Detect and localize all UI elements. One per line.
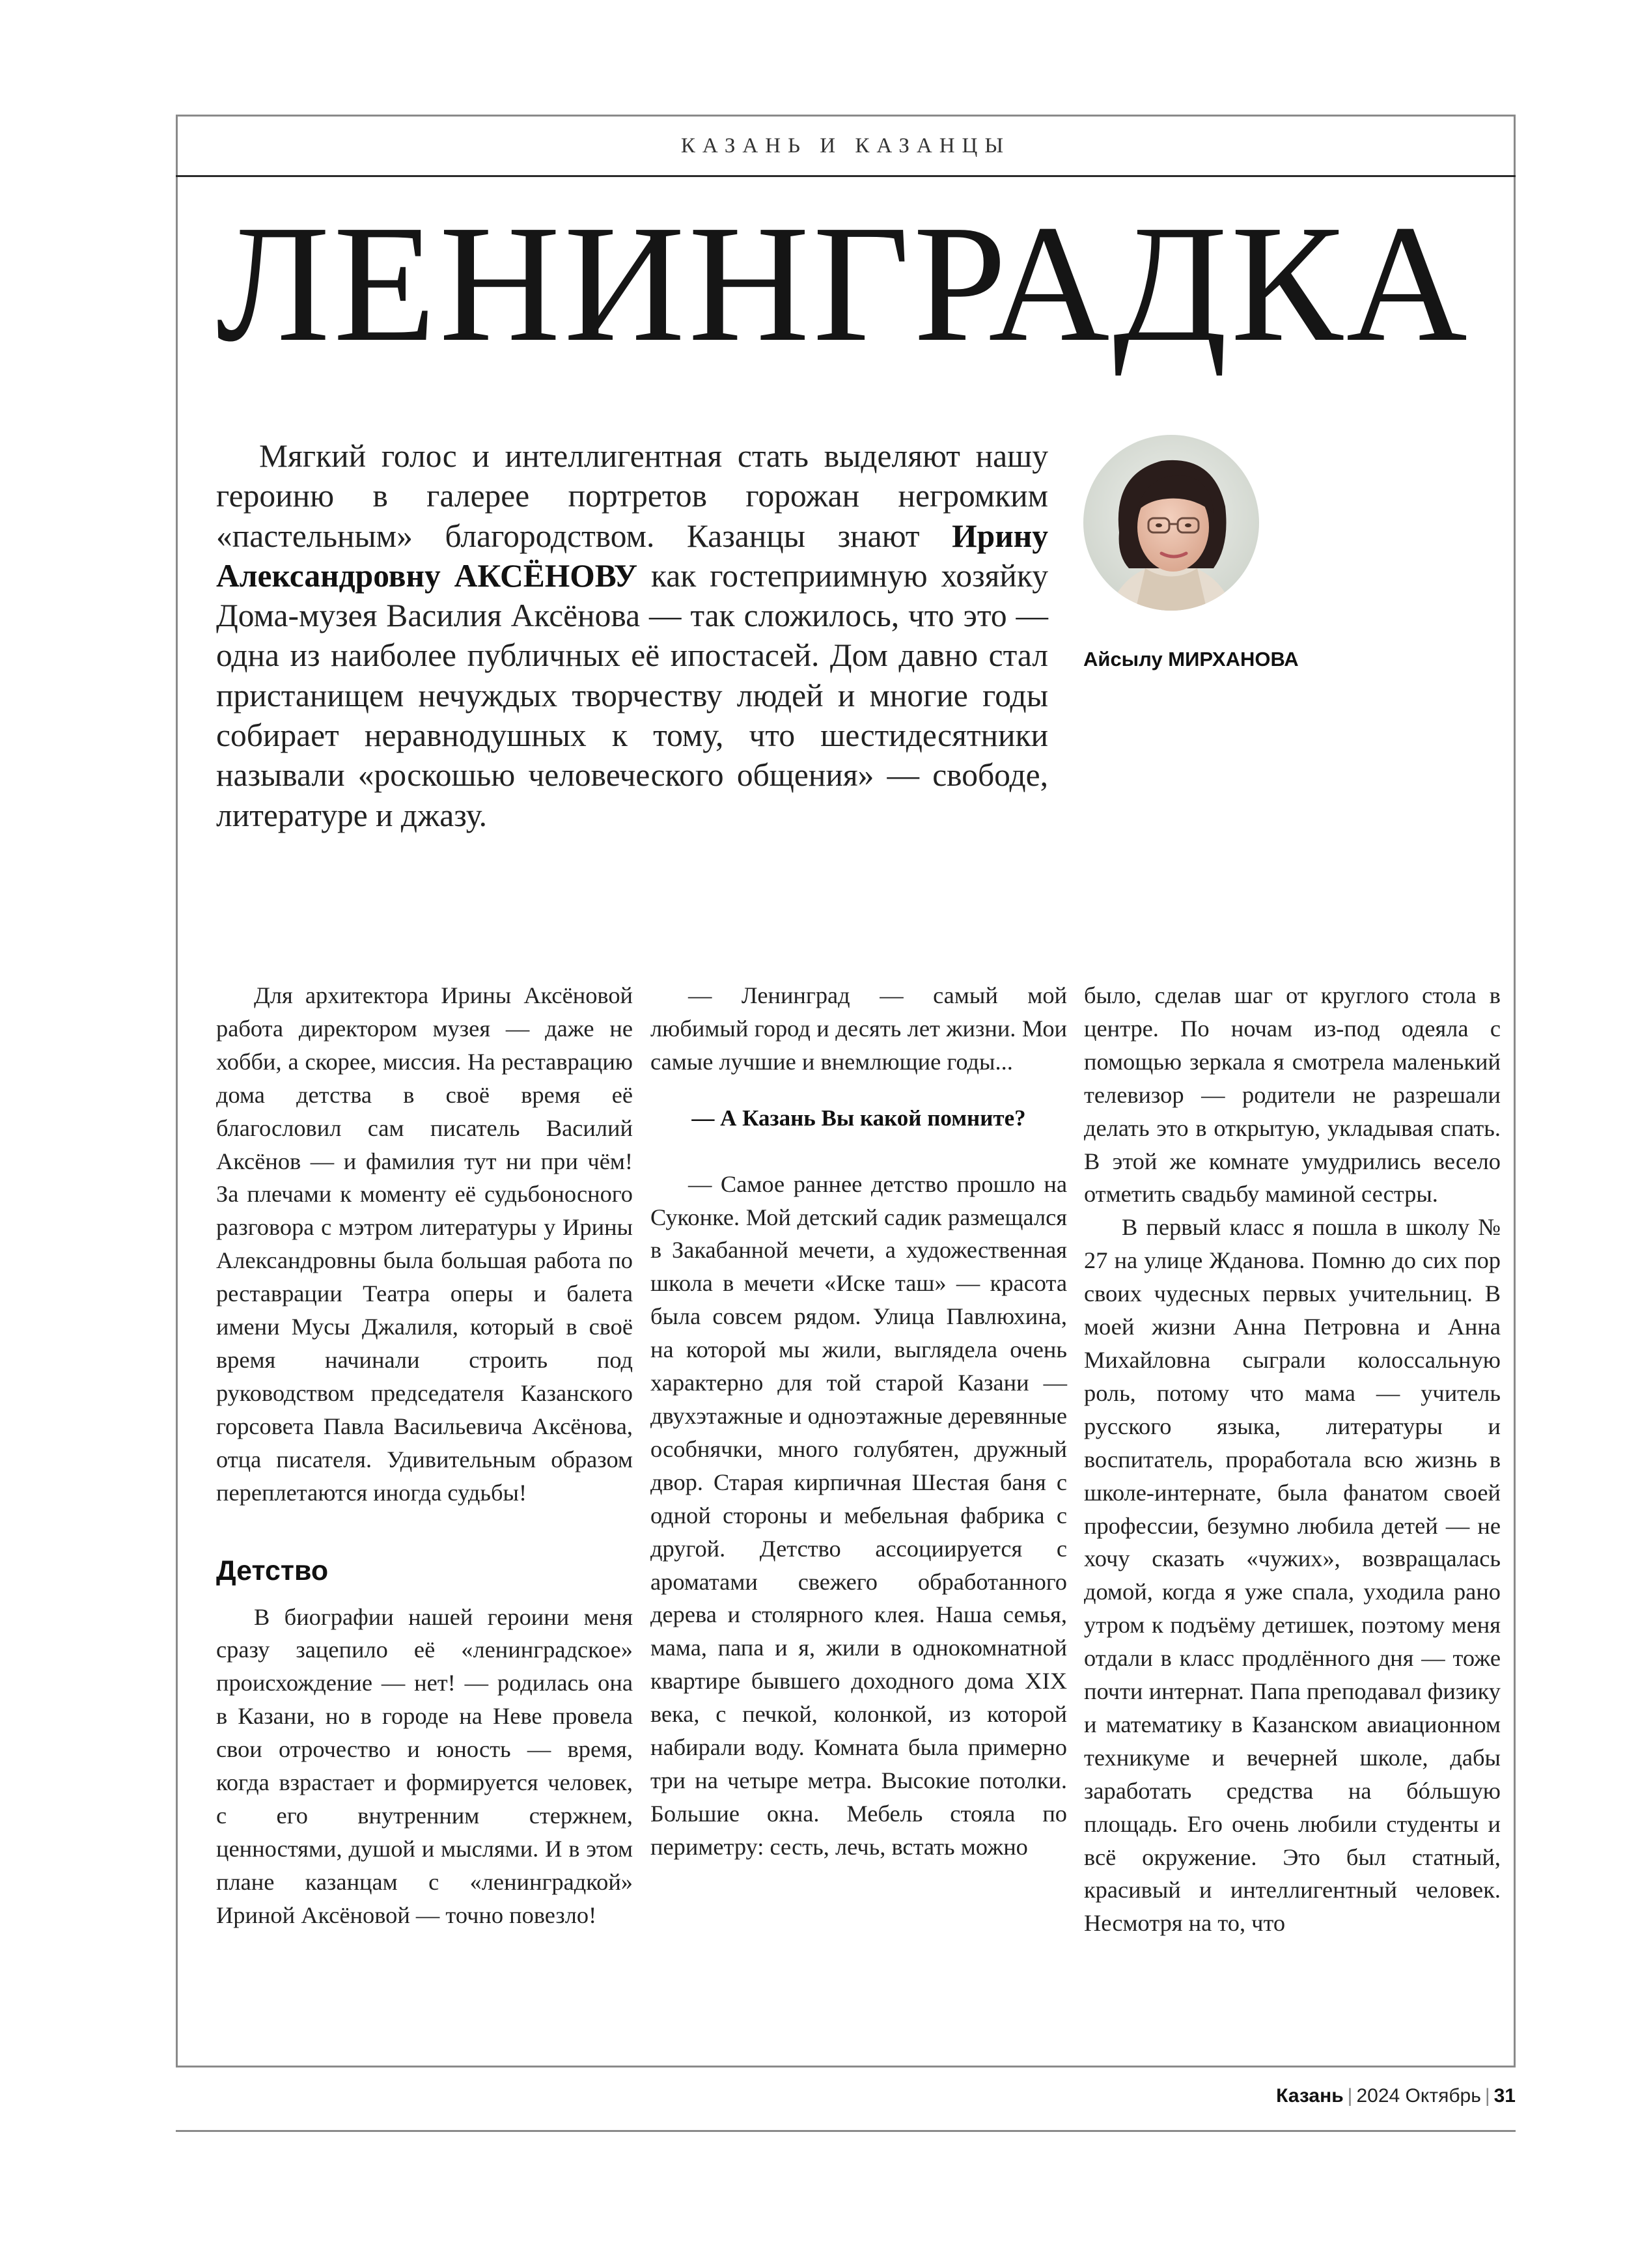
footer-separator: |: [1484, 2085, 1490, 2107]
page-number: 31: [1493, 2085, 1516, 2107]
interview-question: — А Казань Вы какой помните?: [691, 1105, 1026, 1131]
column-3: [1084, 979, 1501, 1940]
column-1: [216, 979, 633, 1932]
column-2: [650, 979, 1067, 1864]
col1-paragraph-2: В биографии нашей героини меня сразу зацепило её «ленинградское» происхождение — нет! — родилась она в Казани, но в городе на Неве провела свои отрочество и юность — время, когда взрастает и формируется человек, с его внутренним стержнем, ценностями, душой и мыслями. И в этом плане казанцам с «ленинградкой» Ириной Аксёновой — точно повезло!: [216, 1603, 633, 1928]
lead-paragraph: [216, 436, 1048, 835]
col1-paragraph-1: Для архитектора Ирины Аксёновой работа директором музея — даже не хобби, а скорее, миссия. На реставрацию дома детства в своё время её благословил сам писатель Василий Аксёнов — и фамилия тут ни при чём! За плечами к моменту её судьбоносного разговора с мэтром литературы у Ирины Александровны была большая работа по реставрации Театра оперы и балета имени Мусы Джалиля, который в своё время начинали строить под руководством председателя Казанского горсовета Павла Васильевича Аксёнова, отца писателя. Удивительным образом переплетаются иногда судьбы!: [216, 982, 633, 1506]
footer-magazine: Казань: [1276, 2085, 1344, 2107]
col3-paragraph-2: В первый класс я пошла в школу № 27 на улице Жданова. Помню до сих пор своих чудесных первых учительниц. В моей жизни Анна Петровна и Анна Михайловна сыграли колоссальную роль, потому что мама — учитель русского языка, литературы и воспитатель, проработала всю жизнь в школе-интернате, была фанатом своей профессии, безумно любила детей — не хочу сказать «чужих», возвращалась домой, когда я уже спала, уходила рано утром к подъёму детишек, поэтому меня отдали в класс продлённого дня — тоже почти интернат. Папа преподавал физику и математику в Казанском авиационном техникуме и вечерней школе, дабы заработать средства на бóльшую площадь. Его очень любили студенты и всё окружение. Это был статный, красивый и интеллигентный человек. Несмотря на то, что: [1084, 1214, 1501, 1937]
footer-rule: [176, 2130, 1516, 2132]
page-footer: [1276, 2085, 1516, 2107]
lead-text-after: как гостеприимную хозяйку Дома-музея Василия Аксёнова — так сложилось, что это — одна из наиболее публичных её ипостасей. Дом давно стал пристанищем нечуждых творчеству людей и многие годы собирает неравнодушных к тому, что шестидесятники называли «роскошью человеческого общения» — свободе, литературе и джазу.: [216, 557, 1048, 833]
col3-paragraph-1: было, сделав шаг от круглого стола в центре. По ночам из-под одеяла с помощью зеркала я смотрела маленький телевизор — родители не разрешали делать это в открытую, укладывая спать. В этой же комнате умудрились весело отметить свадьбу маминой сестры.: [1084, 982, 1501, 1208]
col2-paragraph-2: — Самое раннее детство прошло на Суконке. Мой детский садик размещался в Закабанной мечети, а художественная школа в мечети «Иске таш» — красота была совсем рядом. Улица Павлюхина, на которой мы жили, выглядела очень характерно для той старой Казани — двухэтажные и одноэтажные деревянные особнячки, много голубятен, дружный двор. Старая кирпичная Шестая баня с одной стороны и мебельная фабрика с другой. Детство ассоциируется с ароматами свежего обработанного дерева и столярного клея. Наша семья, мама, папа и я, жили в однокомнатной квартире бывшего доходного дома XIX века, с печкой, колонкой, из которой набирали воду. Комната была примерно три на четыре метра. Высокие потолки. Большие окна. Мебель стояла по периметру: сесть, лечь, встать можно: [650, 1170, 1067, 1860]
article-title: ЛЕНИНГРАДКА: [216, 190, 1471, 376]
lead-name: Ирину Александровну АКСЁНОВУ: [216, 518, 1048, 594]
author-byline: Айсылу МИРХАНОВА: [1083, 648, 1299, 671]
lead-text-before: Мягкий голос и интеллигентная стать выделяют нашу героиню в галерее портретов горожан негромким «пастельным» благородством. Казанцы знают: [216, 438, 1048, 554]
footer-separator: |: [1347, 2085, 1353, 2107]
section-label: КАЗАНЬ И КАЗАНЦЫ: [176, 115, 1516, 177]
footer-issue: 2024 Октябрь: [1356, 2085, 1481, 2107]
subheading-childhood: Детство: [216, 1555, 329, 1586]
author-portrait: [1083, 435, 1259, 611]
portrait-image: [1083, 435, 1259, 611]
col2-paragraph-1: — Ленинград — самый мой любимый город и десять лет жизни. Мои самые лучшие и внемлющие годы...: [650, 982, 1067, 1075]
